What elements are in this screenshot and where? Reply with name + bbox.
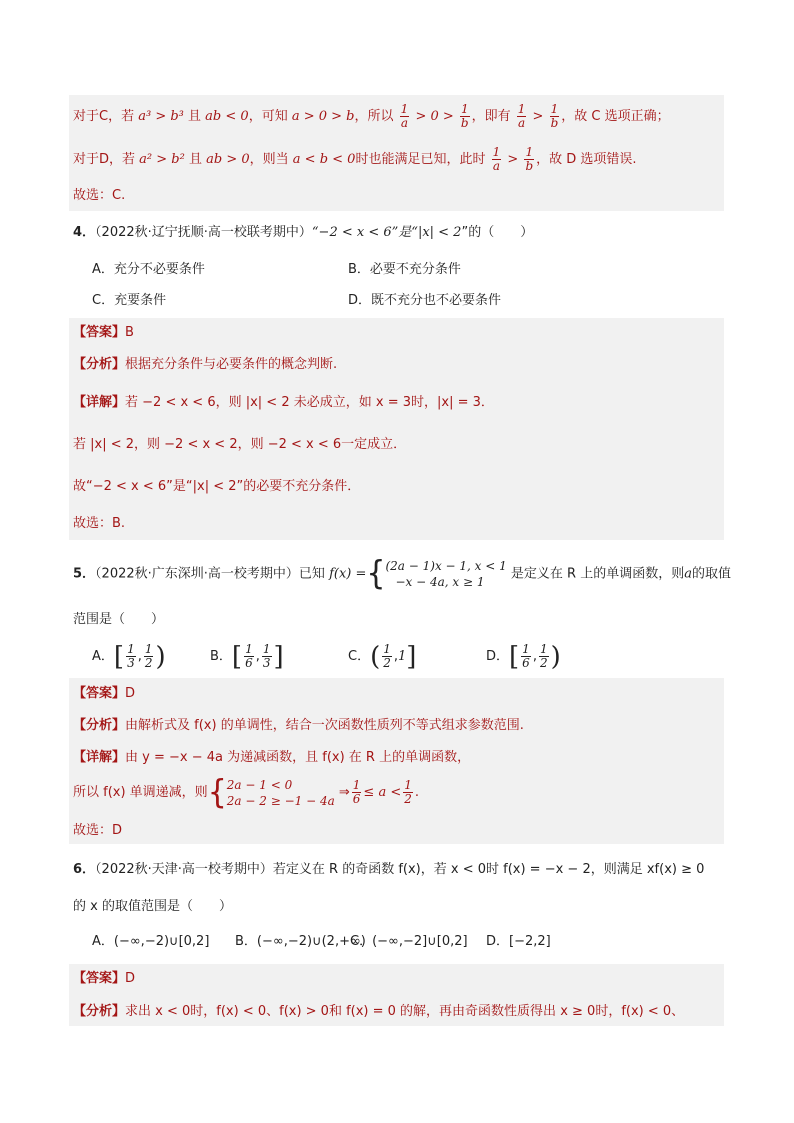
q5-analysis: 【分析】由解析式及 f(x) 的单调性，结合一次函数性质列不等式组求参数范围. [73, 718, 524, 733]
q5-stem-2: 范围是（ ） [73, 612, 165, 627]
fraction-1-over-a: $\frac{1}{a}$ [400, 102, 409, 130]
prev-solution-line-c: 对于C，若 a³ > b³ 且 ab < 0，可知 a > 0 > b，所以 $\frac{1}{a}$ > 0 > $\frac{1}{b}$ ，即有 $\frac{1}{a}$ > $\frac{1}{b}$ ，故 C 选项正确； [73, 102, 670, 130]
piecewise-cases: (2a − 1)x − 1, x < 1 −x − 4a, x ≥ 1 [385, 559, 507, 589]
q4-answer: 【答案】B [73, 325, 134, 340]
q4-option-d[interactable]: D．既不充分也不必要条件 [348, 293, 502, 308]
q5-option-d[interactable]: D．[ $\frac{1}{6}$ , $\frac{1}{2}$ ) [486, 641, 561, 672]
fraction-1-over-a: $\frac{1}{a}$ [517, 102, 526, 130]
piecewise-brace: { [366, 554, 386, 593]
q4-stem: 4．（2022秋·辽宁抚顺·高一校联考期中）“−2 < x < 6”是“|x| < 2”的（ ） [73, 225, 534, 240]
q6-option-c[interactable]: C．(−∞,−2]∪[0,2] [350, 934, 468, 949]
q4-detail-3: 故“−2 < x < 6”是“|x| < 2”的必要不充分条件． [73, 479, 361, 494]
q6-answer: 【答案】D [73, 971, 136, 986]
system-brace: { [207, 772, 227, 812]
q4-detail-1: 【详解】若 −2 < x < 6，则 |x| < 2 未必成立，如 x = 3时，|x| = 3． [73, 395, 494, 410]
q6-option-b[interactable]: B．(−∞,−2)∪(2,+∞) [235, 934, 366, 949]
q5-option-a[interactable]: A．[ $\frac{1}{3}$ , $\frac{1}{2}$ ) [92, 641, 166, 672]
q5-detail-1: 【详解】由 y = −x − 4a 为递减函数，且 f(x) 在 R 上的单调函数， [73, 750, 471, 765]
fraction-1-over-b: $\frac{1}{b}$ [460, 102, 469, 130]
q4-option-a[interactable]: A．充分不必要条件 [92, 262, 205, 277]
q4-analysis: 【分析】根据充分条件与必要条件的概念判断. [73, 357, 338, 372]
q6-analysis: 【分析】求出 x < 0时，f(x) < 0、f(x) > 0和 f(x) = 0 的解，再由奇函数性质得出 x ≥ 0时，f(x) < 0、 [73, 1004, 685, 1019]
fraction-1-over-b: $\frac{1}{b}$ [550, 102, 559, 130]
prev-choice: 故选：C. [73, 188, 126, 203]
q6-stem: 6．（2022秋·天津·高一校考期中）若定义在 R 的奇函数 f(x)，若 x < 0时 f(x) = −x − 2，则满足 xf(x) ≥ 0 [73, 862, 705, 877]
q5-option-b[interactable]: B．[ $\frac{1}{6}$ , $\frac{1}{3}$ ] [210, 641, 284, 672]
prev-solution-line-d: 对于D，若 a² > b² 且 ab > 0，则当 a < b < 0时也能满足已知，此时 $\frac{1}{a}$ > $\frac{1}{b}$ ，故 D 选项错误. [73, 145, 637, 173]
q4-option-b[interactable]: B．必要不充分条件 [348, 262, 461, 277]
q6-stem-2: 的 x 的取值范围是（ ） [73, 899, 232, 914]
fraction-1-over-a: $\frac{1}{a}$ [492, 145, 501, 173]
q4-option-c[interactable]: C．充要条件 [92, 293, 167, 308]
q6-option-d[interactable]: D．[−2,2] [486, 934, 551, 949]
q5-option-c[interactable]: C．( $\frac{1}{2}$ ,1] [348, 641, 417, 672]
q5-detail-2: 所以 f(x) 单调递减，则{ 2a − 1 < 0 2a − 2 ≥ −1 − 4a ⇒ $\frac{1}{6}$ ≤ a < $\frac{1}{2}$ . [73, 772, 420, 812]
q4-choice: 故选：B. [73, 516, 126, 531]
q4-detail-2: 若 |x| < 2，则 −2 < x < 2，则 −2 < x < 6一定成立． [73, 437, 407, 452]
q5-choice: 故选：D [73, 823, 123, 838]
q4-solution-panel [69, 318, 724, 540]
q5-stem: 5．（2022秋·广东深圳·高一校考期中）已知 f(x) ={ (2a − 1)x − 1, x < 1 −x − 4a, x ≥ 1 是定义在 R 上的单调函数，则a的取值 [73, 554, 731, 593]
inequality-system: 2a − 1 < 0 2a − 2 ≥ −1 − 4a [226, 777, 335, 808]
q5-answer: 【答案】D [73, 686, 136, 701]
fraction-1-over-b: $\frac{1}{b}$ [525, 145, 534, 173]
q6-option-a[interactable]: A．(−∞,−2)∪[0,2] [92, 934, 210, 949]
